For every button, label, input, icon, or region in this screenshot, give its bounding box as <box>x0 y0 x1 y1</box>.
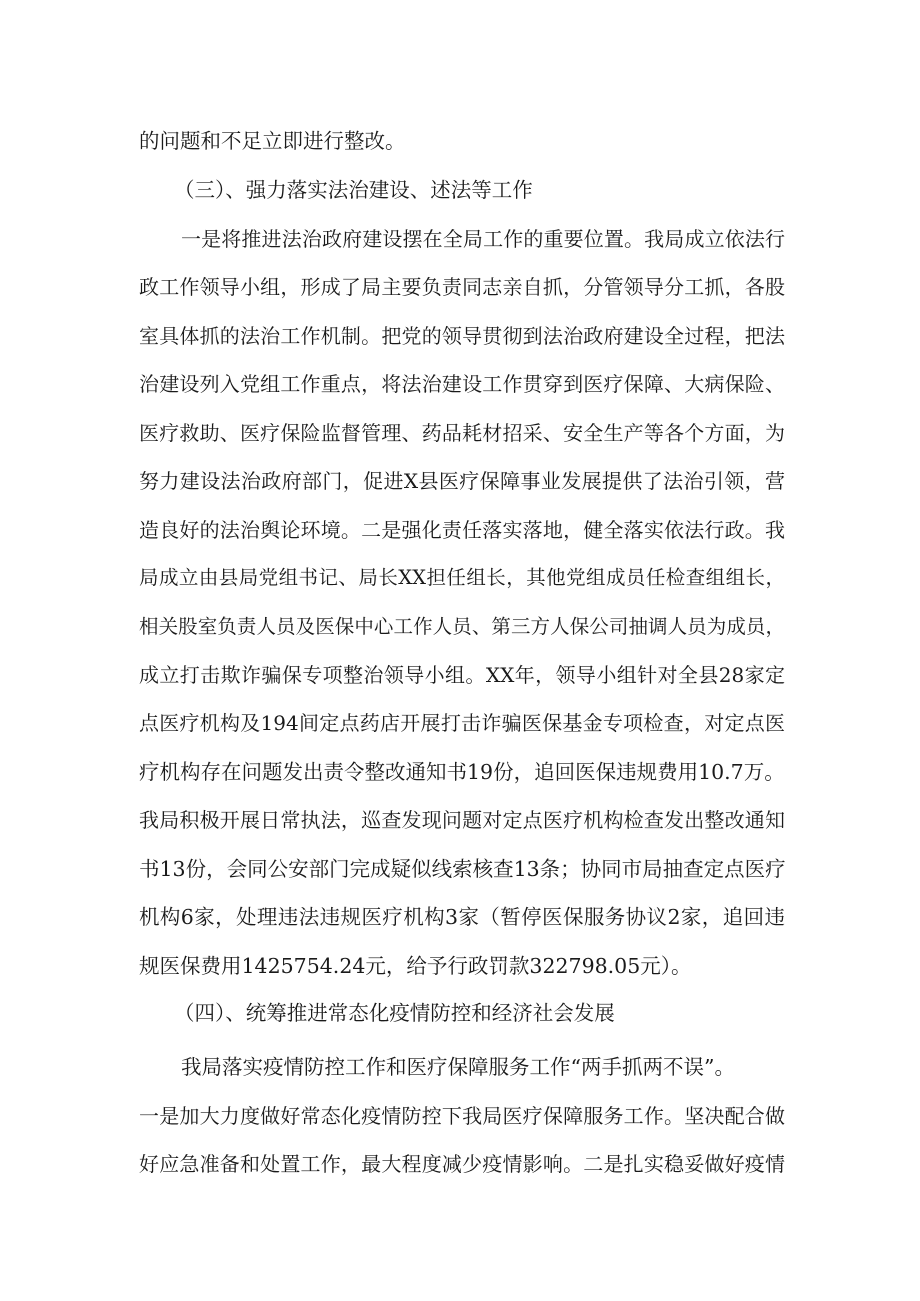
paragraph-line: 疗机构存在问题发出责令整改通知书19份，追回医保违规费用10.7万。 <box>139 760 785 784</box>
paragraph-line: 室具体抓的法治工作机制。把党的领导贯彻到法治政府建设全过程，把法 <box>139 324 785 348</box>
paragraph-line: 政工作领导小组，形成了局主要负责同志亲自抓，分管领导分工抓，各股 <box>139 275 785 299</box>
paragraph-line: 局成立由县局党组书记、局长XX担任组长，其他党组成员任检查组组长， <box>139 566 785 589</box>
paragraph-line: 努力建设法治政府部门，促进X县医疗保障事业发展提供了法治引领，营 <box>139 469 785 493</box>
paragraph-line: 规医保费用1425754.24元，给予行政罚款322798.05元）。 <box>139 954 692 978</box>
paragraph-line: 的问题和不足立即进行整改。 <box>139 129 406 153</box>
paragraph-line: 我局积极开展日常执法，巡查发现问题对定点医疗机构检查发出整改通知 <box>139 808 785 832</box>
paragraph-line: 相关股室负责人员及医保中心工作人员、第三方人保公司抽调人员为成员， <box>139 615 785 638</box>
paragraph-line: 成立打击欺诈骗保专项整治领导小组。XX年，领导小组针对全县28家定 <box>139 663 785 687</box>
paragraph-line: 医疗救助、医疗保险监督管理、药品耗材招采、安全生产等各个方面，为 <box>139 421 785 445</box>
paragraph-line: 治建设列入党组工作重点，将法治建设工作贯穿到医疗保障、大病保险、 <box>139 372 785 396</box>
paragraph-line: 机构6家，处理违法违规医疗机构3家（暂停医保服务协议2家，追回违 <box>139 905 785 929</box>
section-heading: （四）、统筹推进常态化疫情防控和经济社会发展 <box>174 1001 615 1025</box>
paragraph-line: 一是将推进法治政府建设摆在全局工作的重要位置。我局成立依法行 <box>181 227 785 251</box>
paragraph-line: 造良好的法治舆论环境。二是强化责任落实落地，健全落实依法行政。我 <box>139 518 785 542</box>
section-heading: （三）、强力落实法治建设、述法等工作 <box>174 178 533 202</box>
paragraph-line: 好应急准备和处置工作，最大程度减少疫情影响。二是扎实稳妥做好疫情 <box>139 1152 785 1176</box>
paragraph-line: 一是加大力度做好常态化疫情防控下我局医疗保障服务工作。坚决配合做 <box>139 1104 785 1128</box>
paragraph-line: 书13份，会同公安部门完成疑似线索核查13条；协同市局抽查定点医疗 <box>139 857 786 881</box>
paragraph-line: 我局落实疫情防控工作和医疗保障服务工作“两手抓两不误”。 <box>181 1055 735 1079</box>
paragraph-line: 点医疗机构及194间定点药店开展打击诈骗医保基金专项检查，对定点医 <box>139 711 785 735</box>
